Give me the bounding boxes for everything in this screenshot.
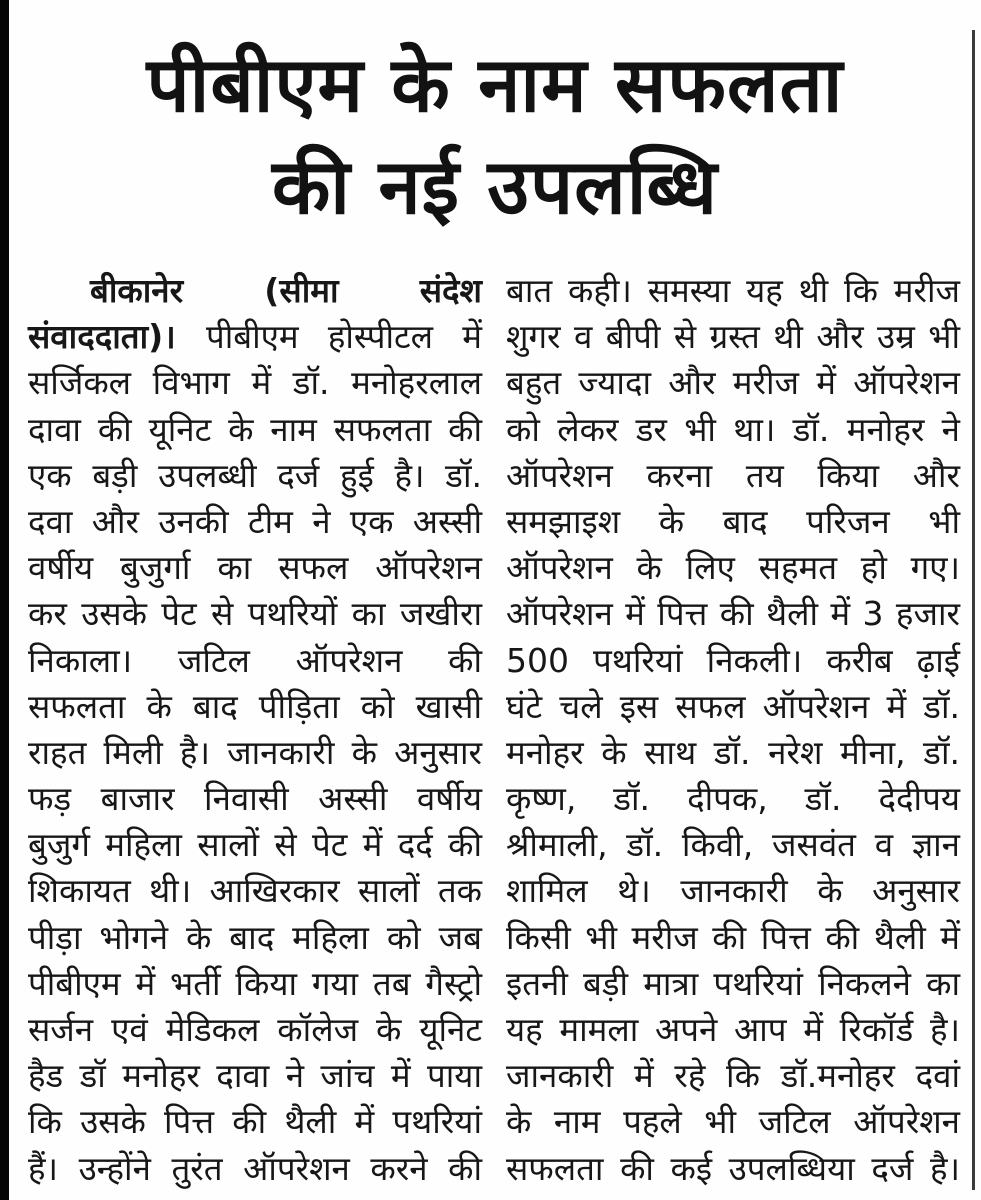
article-text: ऑपरेशन के लिए सहमत हो गए। — [506, 548, 960, 588]
article-headline — [30, 34, 960, 238]
article-line — [506, 499, 960, 545]
article-line — [506, 638, 960, 684]
column-divider-rule — [972, 30, 975, 1190]
article-text: सर्जन एवं मेडिकल कॉलेज के यूनिट — [28, 1010, 482, 1049]
article-line — [506, 961, 960, 1007]
article-text: समझाइश के बाद परिजन भी — [506, 501, 960, 541]
article-line — [28, 314, 482, 360]
article-line — [506, 1146, 960, 1192]
article-text: सफलता के बाद पीड़िता को खासी — [28, 686, 482, 726]
article-text: निकाला। जटिल ऑपरेशन की — [28, 640, 482, 680]
article-line — [28, 360, 482, 406]
article-line — [28, 684, 482, 730]
article-text: शामिल थे। जानकारी के अनुसार — [506, 871, 960, 911]
article-text: 500 पथरियां निकली। करीब ढ़ाई — [506, 640, 960, 680]
article-line — [506, 1007, 960, 1053]
article-text-bold: संवाददाता)। — [28, 317, 206, 357]
article-text: कि उसके पित्त की थैली में पथरियां — [28, 1102, 482, 1142]
article-line — [506, 776, 960, 822]
article-text: यह मामला अपने आप में रिकॉर्ड है। — [506, 1010, 960, 1049]
article-line — [506, 360, 960, 406]
headline-line-1: पीबीएम के नाम सफलता — [146, 40, 844, 129]
article-text: एक बड़ी उपलब्धी दर्ज हुई है। डॉ. — [28, 455, 482, 495]
article-line — [506, 591, 960, 637]
article-line — [28, 545, 482, 591]
article-line — [28, 961, 482, 1007]
article-text: बुजुर्ग महिला सालों से पेट में दर्द की — [28, 825, 482, 865]
article-line — [506, 1099, 960, 1145]
article-line — [506, 730, 960, 776]
article-line — [28, 1099, 482, 1145]
article-line — [506, 545, 960, 591]
article-text: कृष्ण, डॉ. दीपक, डॉ. देदीपय — [506, 779, 960, 819]
article-text: वर्षीय बुजुर्गा का सफल ऑपरेशन — [28, 548, 482, 588]
article-text: घंटे चले इस सफल ऑपरेशन में डॉ. — [506, 686, 960, 726]
article-text: कर उसके पेट से पथरियों का जखीरा — [28, 594, 482, 634]
article-text: शिकायत थी। आखिरकार सालों तक — [28, 871, 482, 911]
article-body — [28, 268, 960, 1193]
article-line — [28, 499, 482, 545]
article-line — [506, 915, 960, 961]
article-line — [28, 1146, 482, 1192]
article-line — [28, 1007, 482, 1053]
article-line — [28, 453, 482, 499]
article-line — [28, 730, 482, 776]
article-line — [506, 453, 960, 499]
article-line — [28, 591, 482, 637]
article-text: ऑपरेशन करना तय किया और — [506, 455, 960, 495]
article-line — [506, 684, 960, 730]
article-text: बहुत ज्यादा और मरीज में ऑपरेशन — [506, 363, 960, 403]
article-line — [28, 638, 482, 684]
article-column-left — [28, 268, 482, 1193]
article-line — [506, 822, 960, 868]
article-text: पीबीएम होस्पीटल में — [205, 317, 482, 357]
article-line — [506, 1053, 960, 1099]
article-line — [506, 268, 960, 314]
article-text: इतनी बड़ी मात्रा पथरियां निकलने का — [506, 963, 960, 1003]
article-line — [506, 868, 960, 914]
article-text: शुगर व बीपी से ग्रस्त थी और उम्र भी — [506, 317, 960, 357]
article-text-bold: बीकानेर (सीमा संदेश — [90, 271, 482, 310]
article-text: राहत मिली है। जानकारी के अनुसार — [28, 732, 482, 772]
article-line — [28, 268, 482, 314]
article-line — [28, 868, 482, 914]
article-text: हैं। उन्होंने तुरंत ऑपरेशन करने की — [28, 1148, 482, 1188]
article-text: मनोहर के साथ डॉ. नरेश मीना, डॉ. — [506, 732, 960, 772]
article-text: पीड़ा भोगने के बाद महिला को जब — [28, 917, 482, 957]
article-text: ऑपरेशन में पित्त की थैली में 3 हजार — [506, 594, 960, 634]
article-line — [506, 407, 960, 453]
article-text: दावा की यूनिट के नाम सफलता की — [28, 409, 482, 449]
article-text: हैड डॉ मनोहर दावा ने जांच में पाया — [28, 1056, 482, 1096]
article-line — [28, 1053, 482, 1099]
article-line — [28, 822, 482, 868]
article-text: को लेकर डर भी था। डॉ. मनोहर ने — [506, 409, 960, 449]
article-text: जानकारी में रहे कि डॉ.मनोहर दवां — [506, 1056, 960, 1096]
article-text: फड़ बाजार निवासी अस्सी वर्षीय — [28, 779, 482, 819]
scan-left-edge-bar — [0, 0, 9, 1200]
article-text: सफलता की कई उपलब्धिया दर्ज है। — [506, 1148, 960, 1188]
article-line — [28, 776, 482, 822]
article-line — [28, 915, 482, 961]
article-text: दवा और उनकी टीम ने एक अस्सी — [28, 501, 482, 541]
article-line — [28, 407, 482, 453]
article-text: किसी भी मरीज की पित्त की थैली में — [506, 917, 960, 957]
article-column-right — [506, 268, 960, 1193]
article-text: पीबीएम में भर्ती किया गया तब गैस्ट्रो — [28, 963, 482, 1003]
article-text: के नाम पहले भी जटिल ऑपरेशन — [506, 1102, 960, 1142]
headline-line-2: की नई उपलब्धि — [271, 142, 719, 231]
article-text: बात कही। समस्या यह थी कि मरीज — [506, 271, 960, 310]
article-text: श्रीमाली, डॉ. किवी, जसवंत व ज्ञान — [506, 825, 960, 865]
article-text: सर्जिकल विभाग में डॉ. मनोहरलाल — [28, 363, 482, 403]
article-line — [506, 314, 960, 360]
